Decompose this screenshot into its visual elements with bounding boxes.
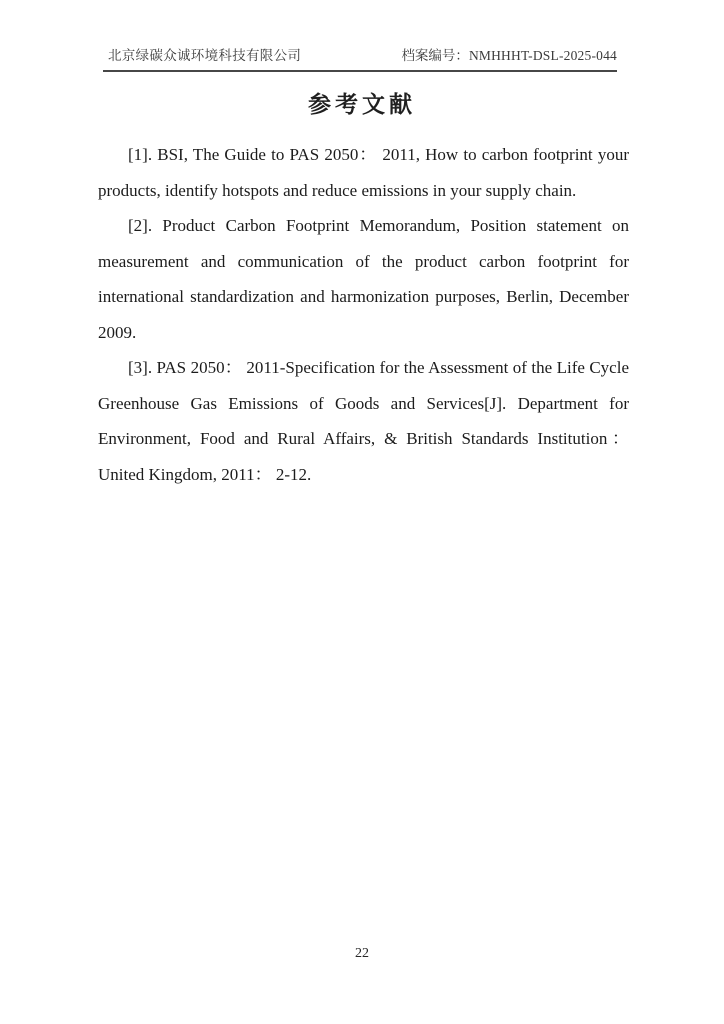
doc-number-label: 档案编号： <box>401 48 469 63</box>
header-divider <box>103 70 617 72</box>
reference-item: [2]. Product Carbon Footprint Memorandum, Position statement on measurement and communication of the product carbon footprint for international standardization and harmonization purposes, Berlin, December 2009. <box>98 216 629 342</box>
page-header-row <box>103 44 617 70</box>
page-number: 22 <box>355 946 369 961</box>
reference-item: [1]. BSI, The Guide to PAS 2050： 2011, How to carbon footprint your products, identify hotspots and reduce emissions in your supply chain. <box>98 145 629 200</box>
header-company-name: 北京绿碳众诚环境科技有限公司 <box>108 48 302 63</box>
references-section <box>98 137 629 492</box>
page-header <box>103 44 617 72</box>
doc-number-value: NMHHHT-DSL-2025-044 <box>468 48 617 63</box>
page-title: 参考文献 <box>308 92 416 117</box>
header-doc-number <box>401 44 617 64</box>
reference-item: [3]. PAS 2050： 2011-Specification for the Assessment of the Life Cycle Greenhouse Gas Emissions of Goods and Services[J]. Department for Environment, Food and Rural Affairs, & British Standards Institution： United Kingdom, 2011： 2-12. <box>98 358 629 484</box>
